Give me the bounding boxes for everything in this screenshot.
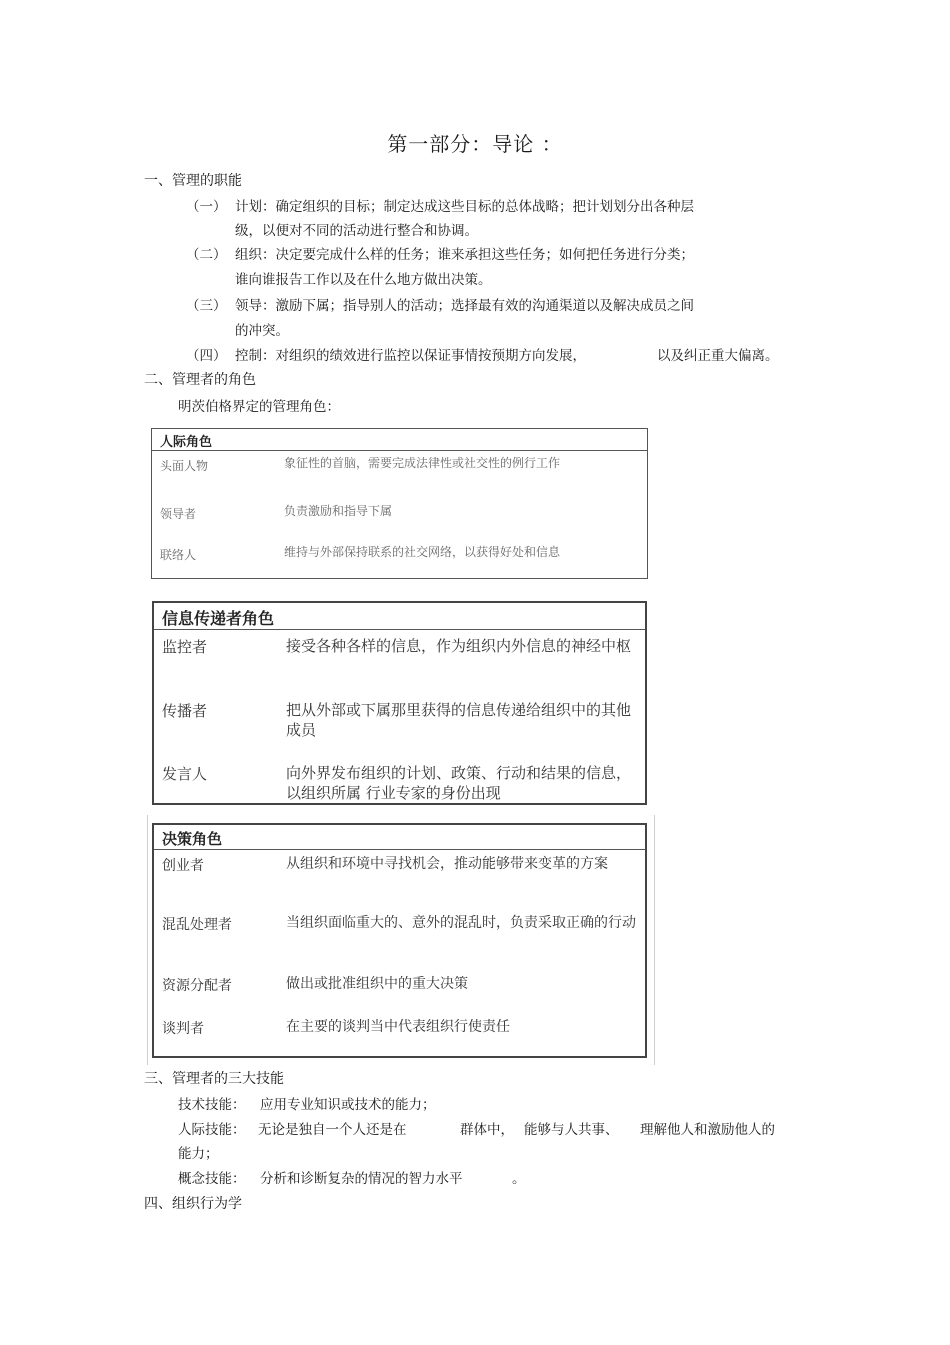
table-header: 人际角色 xyxy=(152,429,647,451)
role-description: 从组织和环境中寻找机会，推动能够带来变革的方案 xyxy=(286,856,608,872)
skill-text: 理解他人和激励他人的 xyxy=(640,1122,775,1138)
role-name: 监控者 xyxy=(162,638,208,656)
role-name: 资源分配者 xyxy=(162,978,232,994)
item-number: （四） xyxy=(186,348,227,364)
skill-label: 人际技能： xyxy=(178,1122,246,1138)
section-heading-ob: 四、组织行为学 xyxy=(144,1196,242,1212)
role-description: 做出或批准组织中的重大决策 xyxy=(286,976,468,992)
table-header: 决策角色 xyxy=(154,825,645,850)
skill-text: 应用专业知识或技术的能力； xyxy=(260,1097,436,1113)
role-name: 联络人 xyxy=(160,548,197,562)
role-name: 传播者 xyxy=(162,702,208,720)
informational-roles-table xyxy=(152,601,647,805)
item-number: （二） xyxy=(186,247,227,263)
item-number: （一） xyxy=(186,199,227,215)
page-title: 第一部分：导论 ： xyxy=(387,132,563,156)
skill-text: 无论是独自一个人还是在 xyxy=(258,1122,407,1138)
item-text: 控制：对组织的绩效进行监控以保证事情按预期方向发展， xyxy=(235,348,586,364)
role-description: 当组织面临重大的、意外的混乱时，负责采取正确的行动 xyxy=(286,915,636,931)
role-description: 接受各种各样的信息，作为组织内外信息的神经中枢 xyxy=(286,637,632,655)
item-text: 领导：激励下属；指导别人的活动；选择最有效的沟通渠道以及解决成员之间 xyxy=(235,298,694,314)
section-heading-functions: 一、管理的职能 xyxy=(144,173,242,189)
item-text: 以及纠正重大偏离。 xyxy=(657,348,779,364)
role-name: 领导者 xyxy=(160,507,197,521)
role-name: 谈判者 xyxy=(162,1021,204,1037)
role-description: 维持与外部保持联系的社交网络，以获得好处和信息 xyxy=(284,545,561,559)
scan-edge-line xyxy=(654,815,655,1065)
skill-text: 。 xyxy=(512,1171,526,1187)
roles-intro: 明茨伯格界定的管理角色： xyxy=(178,399,340,415)
role-name: 发言人 xyxy=(162,765,208,783)
skill-text: 分析和诊断复杂的情况的智力水平 xyxy=(260,1171,463,1187)
item-text: 组织：决定要完成什么样的任务；谁来承担这些任务；如何把任务进行分类； xyxy=(235,247,694,263)
skill-label: 概念技能： xyxy=(178,1171,246,1187)
skill-label: 技术技能： xyxy=(178,1097,246,1113)
skill-text: 群体中， xyxy=(460,1122,514,1138)
item-text: 计划：确定组织的目标；制定达成这些目标的总体战略；把计划划分出各种层 xyxy=(235,199,694,215)
section-heading-skills: 三、管理者的三大技能 xyxy=(144,1071,284,1087)
item-text: 的冲突。 xyxy=(235,323,289,339)
role-name: 混乱处理者 xyxy=(162,917,232,933)
table-header: 信息传递者角色 xyxy=(154,603,645,630)
item-number: （三） xyxy=(186,298,227,314)
skill-text: 能够与人共事、 xyxy=(524,1122,619,1138)
role-name: 头面人物 xyxy=(160,459,209,473)
interpersonal-roles-table xyxy=(151,428,648,579)
scan-edge-line xyxy=(147,815,148,1065)
role-description: 把从外部或下属那里获得的信息传递给组织中的其他成员 xyxy=(286,701,632,739)
item-text: 级，以便对不同的活动进行整合和协调。 xyxy=(235,223,478,239)
section-heading-roles: 二、管理者的角色 xyxy=(144,372,256,388)
role-description: 负责激励和指导下属 xyxy=(284,504,393,518)
role-description: 象征性的首脑，需要完成法律性或社交性的例行工作 xyxy=(284,456,561,470)
role-description: 向外界发布组织的计划、政策、行动和结果的信息，以组织所属 行业专家的身份出现 xyxy=(286,764,632,802)
decisional-roles-table xyxy=(152,823,647,1058)
role-name: 创业者 xyxy=(162,858,204,874)
skill-text: 能力； xyxy=(178,1146,219,1162)
role-description: 在主要的谈判当中代表组织行使责任 xyxy=(286,1019,510,1035)
item-text: 谁向谁报告工作以及在什么地方做出决策。 xyxy=(235,272,492,288)
